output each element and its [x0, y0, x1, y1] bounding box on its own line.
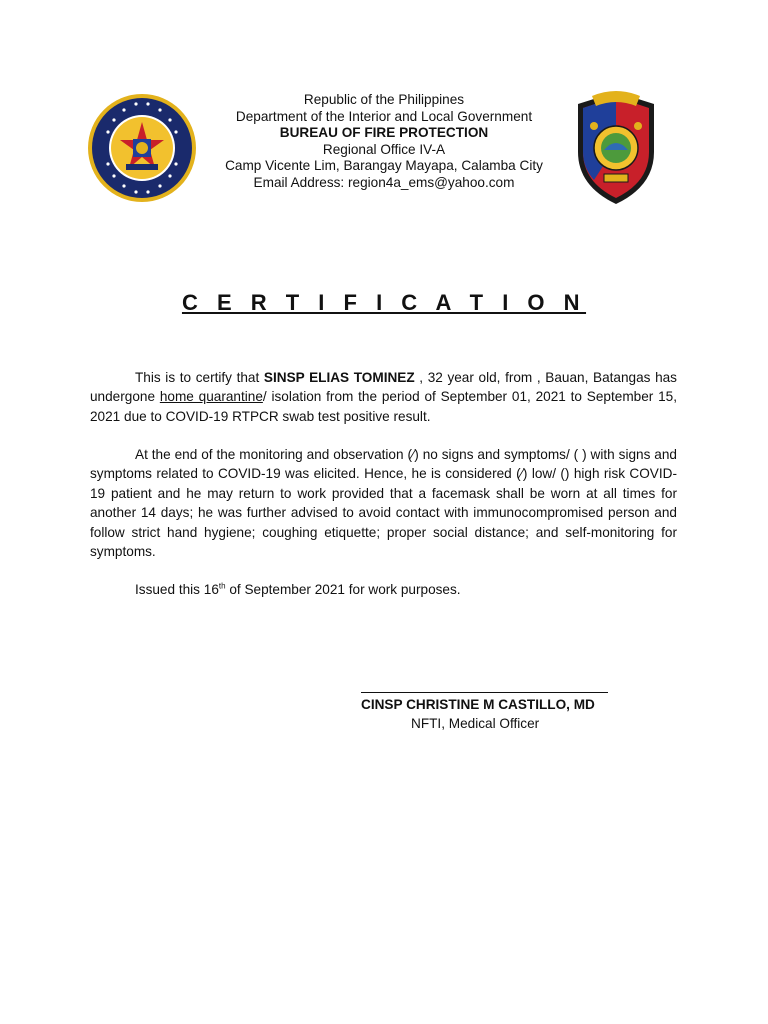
region-shield-logo	[574, 88, 658, 208]
signature-line	[361, 692, 608, 693]
certification-paragraph-1	[90, 368, 677, 426]
patient-name: SINSP ELIAS TOMINEZ	[263, 370, 415, 385]
bureau-line: BUREAU OF FIRE PROTECTION	[279, 125, 489, 141]
address-line: Camp Vicente Lim, Barangay Mayapa, Calamba City	[225, 158, 543, 174]
issued-before: Issued this 16	[135, 582, 219, 597]
issued-day-suffix: th	[218, 581, 226, 591]
signatory-name: CINSP CHRISTINE M CASTILLO, MD	[361, 697, 595, 712]
home-quarantine-text: home quarantine	[159, 389, 263, 405]
department-line: Department of the Interior and Local Government	[235, 108, 533, 124]
regional-office-line: Regional Office IV-A	[322, 141, 446, 157]
certification-paragraph-2	[90, 445, 677, 561]
letterhead	[200, 92, 568, 192]
p1-mid: , 32 year old, from , Bauan, Batangas has undergone	[90, 370, 677, 405]
p2-text: At the end of the monitoring and observation (∕) no signs and symptoms/ ( ) with signs and symptoms related to COVID-19 was elicited. Hence, he is considered (∕) low/ () high risk COVID-19 patient and he may return to work provided that a facemask shall be worn at all times for another 14 days; he was further advised to avoid contact with immunocompromised person and follow strict hand hygiene; coughing etiquette; proper social distance; and self-monitoring for symptoms.	[90, 447, 677, 560]
bfp-seal-logo	[86, 92, 198, 204]
p1-rest: / isolation from the period of September 01, 2021 to September 15, 2021 due to COVID-19 RTPCR swab test positive result.	[90, 389, 677, 424]
issued-paragraph	[90, 580, 677, 599]
issued-after: of September 2021 for work purposes.	[225, 582, 461, 597]
email-line: Email Address: region4a_ems@yahoo.com	[253, 174, 515, 190]
signatory-title: NFTI, Medical Officer	[411, 716, 540, 731]
certification-title: C E R T I F I C A T I O N	[181, 290, 587, 315]
p1-lead: This is to certify that	[135, 370, 264, 385]
republic-line: Republic of the Philippines	[303, 92, 465, 107]
